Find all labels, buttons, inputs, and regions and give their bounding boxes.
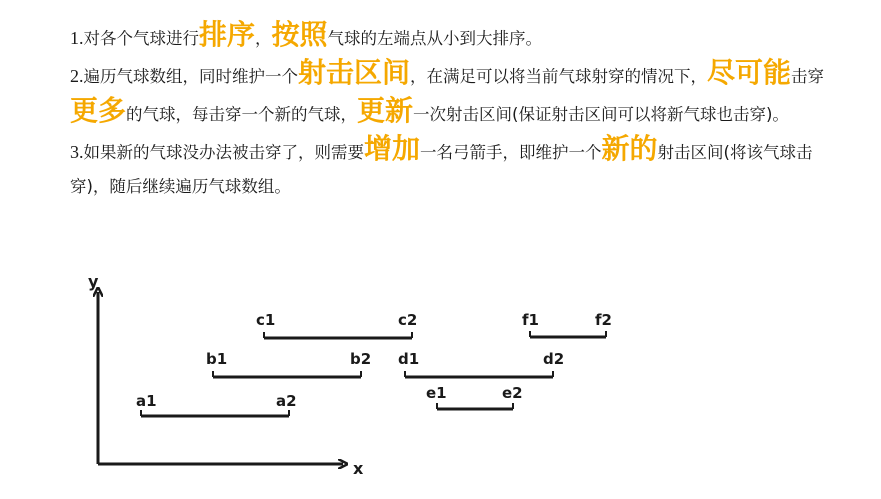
step-2-highlight-update: 更新: [357, 94, 414, 127]
step-2-text-a: 遍历气球数组，同时维护一个: [83, 67, 298, 86]
balloon-f-end-label: f2: [595, 311, 612, 329]
step-3-text-c: 射击区间(将该气球击穿)，随后继续遍历气球数组。: [70, 143, 813, 196]
step-1-text-b: ，: [255, 29, 272, 48]
balloon-c-start-label: c1: [256, 311, 276, 329]
step-1-text-a: 对各个气球进行: [83, 29, 199, 48]
step-1-highlight-by: 按照: [271, 18, 328, 51]
balloon-e-start-label: e1: [426, 384, 447, 402]
step-3-number: 3.: [70, 142, 84, 162]
step-3-text-b: 一名弓箭手，即维护一个: [420, 143, 602, 162]
balloon-a-start-label: a1: [136, 392, 157, 410]
step-1-number: 1.: [70, 28, 84, 48]
balloon-b-end-label: b2: [350, 350, 372, 368]
x-axis-label: x: [353, 459, 364, 478]
step-3-text-a: 如果新的气球没办法被击穿了，则需要: [83, 143, 364, 162]
step-2-highlight-more: 更多: [70, 94, 127, 127]
y-axis-label: y: [88, 272, 99, 291]
step-2-highlight-as-possible: 尽可能: [707, 56, 792, 89]
step-3-highlight-add: 增加: [364, 132, 421, 165]
step-3-highlight-new: 新的: [601, 132, 658, 165]
step-1-highlight-sort: 排序: [199, 18, 256, 51]
balloon-d-start-label: d1: [398, 350, 420, 368]
step-1-text-c: 气球的左端点从小到大排序。: [327, 29, 543, 48]
step-2-text-b: ，在满足可以将当前气球射穿的情况下，: [410, 67, 708, 86]
step-2-number: 2.: [70, 66, 84, 86]
step-2-text-c: 击穿: [791, 67, 825, 86]
balloon-e-end-label: e2: [502, 384, 523, 402]
step-2-text-d: 的气球，每击穿一个新的气球，: [126, 105, 358, 124]
balloon-c-end-label: c2: [398, 311, 418, 329]
balloon-b-start-label: b1: [206, 350, 228, 368]
balloon-a-end-label: a2: [276, 392, 297, 410]
step-2-highlight-interval: 射击区间: [298, 56, 411, 89]
step-2-text-e: 一次射击区间(保证射击区间可以将新气球也击穿)。: [413, 105, 789, 124]
balloon-d-end-label: d2: [543, 350, 565, 368]
balloon-f-start-label: f1: [522, 311, 539, 329]
